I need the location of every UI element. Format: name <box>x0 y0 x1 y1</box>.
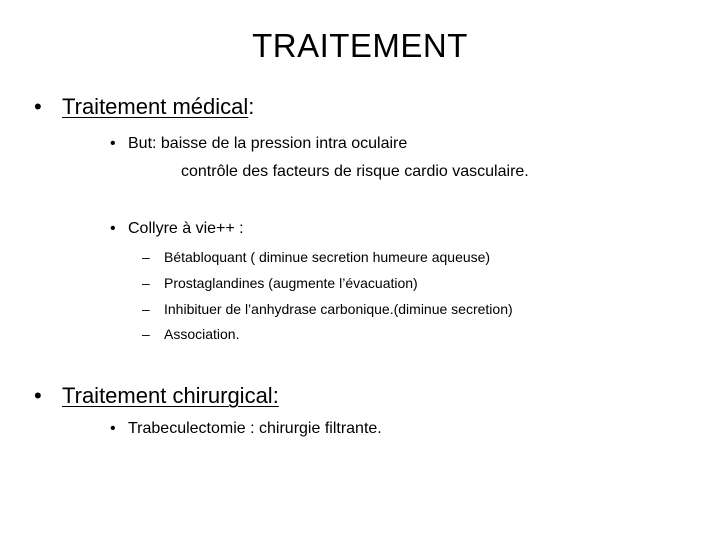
bullet-marker: • <box>34 94 42 119</box>
dash-marker: – <box>142 249 150 265</box>
dash-marker: – <box>142 275 150 291</box>
section-heading-text: Traitement chirurgical: <box>62 383 279 408</box>
list-item-text: Trabeculectomie : chirurgie filtrante. <box>128 420 382 437</box>
section-heading-surgical <box>34 383 279 409</box>
bullet-marker: • <box>110 135 116 152</box>
bullet-marker: • <box>110 220 116 237</box>
sub-item <box>142 275 418 291</box>
slide-title: TRAITEMENT <box>252 27 468 64</box>
sub-item-text: Bétabloquant ( diminue secretion humeure aqueuse) <box>164 249 491 265</box>
sub-item-text: Association. <box>164 326 240 342</box>
section-heading-text: Traitement médical <box>62 94 249 119</box>
sub-item-text: Inhibituer de l’anhydrase carbonique.(diminue secretion) <box>164 301 513 317</box>
list-item-text: But: baisse de la pression intra oculaire <box>128 135 408 152</box>
section-heading-suffix: : <box>248 94 255 119</box>
list-item-continuation: contrôle des facteurs de risque cardio vasculaire. <box>181 163 529 180</box>
list-item-collyre <box>110 220 244 238</box>
list-item-goal <box>110 135 407 153</box>
sub-item <box>142 249 490 265</box>
section-heading-medical <box>34 94 254 120</box>
sub-item <box>142 326 239 342</box>
dash-marker: – <box>142 301 150 317</box>
bullet-marker: • <box>110 420 116 437</box>
sub-item <box>142 301 513 317</box>
sub-item-text: Prostaglandines (augmente l’évacuation) <box>164 275 418 291</box>
bullet-marker: • <box>34 383 42 408</box>
list-item-text: Collyre à vie++ : <box>128 220 244 237</box>
dash-marker: – <box>142 326 150 342</box>
list-item-trabeculectomie <box>110 420 382 438</box>
